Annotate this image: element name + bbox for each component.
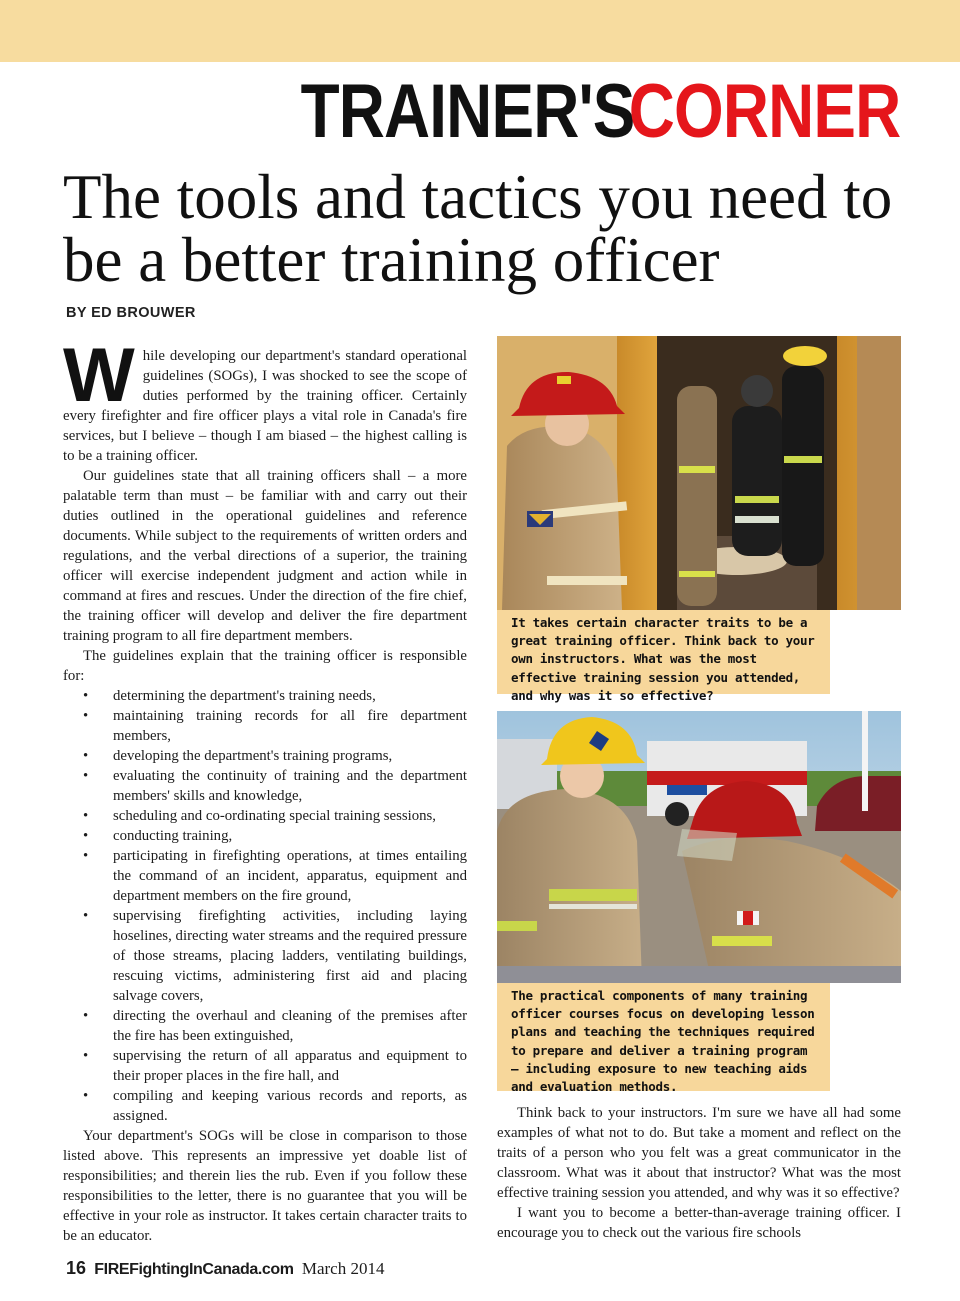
responsibilities-list bbox=[63, 686, 467, 1126]
list-item: • determining the department's training needs, bbox=[63, 686, 467, 706]
body-paragraph: The guidelines explain that the training officer is responsible for: bbox=[63, 648, 467, 684]
list-item: • participating in firefighting operations, at times entailing the command of an incident, apparatus, equipment and department members on the fire ground, bbox=[63, 846, 467, 906]
article-column-right bbox=[497, 1103, 901, 1243]
list-item: • maintaining training records for all fire department members, bbox=[63, 706, 467, 746]
photo2-caption: The practical components of many training officer courses focus on developing lesson plans and teaching the techniques required to prepare and deliver a training program – including exposure to new teaching aids and evaluation methods. bbox=[497, 983, 830, 1091]
masthead-word-trainers: TRAINER'S bbox=[300, 69, 635, 154]
list-item: • supervising firefighting activities, including laying hoselines, directing water streams and the required pressure of those streams, placing ladders, ventilating buildings, rescuing victims, administering first aid and placing salvage covers, bbox=[63, 906, 467, 1006]
photo1-caption: It takes certain character traits to be a great training officer. Think back to your own instructors. What was the most effective training session you attended, and why was it so effective? bbox=[497, 610, 830, 694]
photo-outdoor-training bbox=[497, 711, 901, 983]
list-item: • scheduling and co-ordinating special training sessions, bbox=[63, 806, 467, 826]
photo-illustration bbox=[497, 336, 901, 610]
body-paragraph: Think back to your instructors. I'm sure we have all had some examples of what not to do. But take a moment and reflect on the traits of a person who you felt was a great communicator in the classroom. What was it about that instructor? What was the most effective training session you attended, and why was it so effective? bbox=[497, 1105, 901, 1201]
list-item: • evaluating the continuity of training and the department members' skills and knowledge, bbox=[63, 766, 467, 806]
body-paragraph: Your department's SOGs will be close in comparison to those listed above. This represents an impressive yet doable list of responsibilities; and therein lies the rub. Even if you follow these responsibilities to the letter, there is no guarantee that you will be effective in your role as instructor. It takes certain character traits to be an educator. bbox=[63, 1128, 467, 1244]
intro-text: hile developing our department's standard operational guidelines (SOGs), I was shocked to see the scope of duties performed by the training officer. Certainly every firefighter and fire officer plays a vital role in Canada's fire services, but I believe – though I am biased – the highest calling is to be a training officer. bbox=[63, 348, 467, 464]
list-item: • directing the overhaul and cleaning of the premises after the fire has been extinguished, bbox=[63, 1006, 467, 1046]
body-paragraph: I want you to become a better-than-average training officer. I encourage you to check out the various fire schools bbox=[497, 1205, 901, 1241]
list-item: • conducting training, bbox=[63, 826, 467, 846]
website-link[interactable]: FIREFightingInCanada.com bbox=[94, 1261, 294, 1278]
section-masthead bbox=[237, 69, 900, 154]
list-item: • supervising the return of all apparatus and equipment to their proper places in the fire hall, and bbox=[63, 1046, 467, 1086]
photo-training-doorway bbox=[497, 336, 901, 610]
body-paragraph: Our guidelines state that all training officers shall – a more palatable term than must – be familiar with and carry out their duties outlined in the operational guidelines and reference documents. While subject to the requirements of written orders and regulations, and the verbal directions of a superior, the training officer will exercise independent judgment and action while in command at fires and rescues. Under the direction of the fire chief, the training officer will develop and deliver the fire department training program to all fire department members. bbox=[63, 468, 467, 644]
photo-illustration bbox=[497, 711, 901, 983]
drop-cap: W bbox=[63, 333, 135, 418]
top-color-band bbox=[0, 0, 960, 62]
issue-date: March 2014 bbox=[301, 1259, 385, 1278]
page-footer bbox=[66, 1258, 384, 1279]
page-number: 16 bbox=[66, 1258, 87, 1278]
list-item: • developing the department's training programs, bbox=[63, 746, 467, 766]
list-item: • compiling and keeping various records and reports, as assigned. bbox=[63, 1086, 467, 1126]
article-column-left bbox=[63, 333, 467, 1246]
byline: BY ED BROUWER bbox=[66, 305, 196, 321]
article-headline: The tools and tactics you need to be a better training officer bbox=[63, 162, 893, 295]
intro-paragraph bbox=[63, 333, 467, 466]
masthead-word-corner: CORNER bbox=[628, 69, 900, 154]
